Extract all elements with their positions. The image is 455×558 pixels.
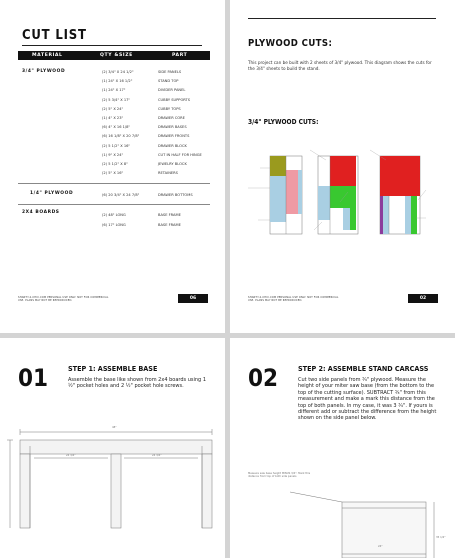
step1-page	[0, 338, 225, 558]
plywood-cuts-page	[230, 0, 455, 333]
row-qty: (6) 4" X 16 1/8"	[102, 125, 131, 130]
row-qty: (2) 5 1/2" X 16"	[102, 143, 131, 148]
row-part: DRAWER CORE	[158, 116, 185, 120]
sheet1-blue-panel	[270, 176, 286, 222]
row-part: DRAWER FRONTS	[158, 134, 190, 139]
step-body: Assemble the base like shown from 2x4 boards using 1 ½" pocket holes and 2 ½" pocket hole screws.	[68, 377, 206, 390]
footer-note: SHANTY-2-CHIC.COM PERSONAL USE ONLY. NOT FOR COMMERCIAL USE. PLANS MAY NOT BE REPRODUCED.	[248, 296, 339, 302]
row-qty: (1) 24" X 17"	[102, 88, 126, 93]
sheet2-blue-panel	[318, 186, 330, 220]
row-part: DRAWER BASES	[158, 125, 187, 130]
plywood-cut-diagram	[230, 130, 455, 260]
intro-text: This project can be built with 2 sheets of 3/4" plywood. This diagram shows the cuts for the 3/4" sheets to build the stand.	[248, 60, 432, 71]
col-part: PART	[172, 53, 188, 58]
top-rule	[248, 18, 436, 19]
row-qty: (2) 5" X 24"	[102, 106, 124, 111]
row-qty: (6) 20 3/4" X 24 7/8"	[102, 193, 140, 197]
footer-note: SHANTY-2-CHIC.COM PERSONAL USE ONLY. NOT FOR COMMERCIAL USE. PLANS MAY NOT BE REPRODUCED.	[18, 296, 109, 302]
sheet1-olive-panel	[270, 156, 286, 176]
row-part: BASE FRAME	[158, 223, 181, 227]
dimension-bottom: 24"	[378, 545, 383, 548]
step-number: 02	[248, 364, 279, 392]
sheet2-blue-strip	[343, 208, 350, 230]
page-number: 06	[178, 294, 208, 303]
sheet1-blue-strip	[298, 170, 302, 214]
sheet1-pink-panel	[286, 170, 298, 214]
row-qty: (2) 5 3/4" X 17"	[102, 97, 131, 102]
row-part: SIDE PANELS	[158, 70, 182, 74]
sheet2-green-strip	[350, 208, 356, 230]
sheet2-green-panel	[330, 186, 356, 208]
page-title: CUT LIST	[22, 28, 87, 43]
step2-page	[230, 338, 455, 558]
row-part: STAND TOP	[158, 79, 179, 84]
section-boards: 2X4 BOARDS	[22, 210, 60, 215]
col-qty-size: QTY &SIZE	[100, 53, 133, 58]
side-panel-diagram	[230, 478, 455, 558]
row-qty: (2) 48" LONG	[102, 213, 126, 217]
sheet3-blue-strip	[405, 196, 411, 234]
sheet3-blue-panel	[383, 196, 389, 234]
dimension-left: 24 3/4"	[66, 454, 76, 457]
divider	[18, 183, 210, 184]
base-frame-diagram	[0, 418, 225, 558]
diagram-note: Measure saw base height MINUS 3/4". Mark this distance from top of both side panels	[248, 472, 311, 479]
divider	[18, 204, 210, 205]
row-part: JEWELRY BLOCK	[158, 162, 187, 166]
page-title: PLYWOOD CUTS:	[248, 38, 333, 49]
row-part: CUBBY TOPS	[158, 106, 181, 111]
step-title: STEP 1: ASSEMBLE BASE	[68, 364, 158, 373]
row-part: DRAWER BOTTOMS	[158, 193, 193, 197]
row-qty: (6) 17" LONG	[102, 223, 126, 227]
row-part: DIVIDER PANEL	[158, 88, 186, 93]
row-qty: (2) 3/4" X 24 1/2"	[102, 70, 134, 74]
page-number: 02	[408, 294, 438, 303]
section-plywood: 3/4" PLYWOOD	[22, 69, 66, 74]
row-qty: (6) 16 1/8" X 20 7/8"	[102, 134, 140, 139]
dimension-side: 35 1/2"	[436, 536, 446, 539]
diagram-subtitle: 3/4" PLYWOOD CUTS:	[248, 118, 319, 126]
dimension-top: 48"	[112, 426, 117, 429]
sheet2-red-panel	[330, 156, 356, 186]
section-quarter-plywood: 1/4" PLYWOOD	[30, 191, 74, 196]
row-part: BASE FRAME	[158, 213, 181, 217]
step-body: Cut two side panels from ¾" plywood. Measure the height of your miter saw base (from the bottom to the top of the cutting surface). SUBTRACT ¾" from this measurement and make a mark this distance from the top of both panels. In my case, it was 3 ¾". If yours is different add or subtract the difference from the height shown on the side panel below.	[298, 377, 437, 422]
row-part: CUBBY SUPPORTS	[158, 97, 190, 102]
row-qty: (2) 5" X 16"	[102, 171, 124, 176]
row-qty: (1) 4" X 23"	[102, 116, 124, 120]
col-material: MATERIAL	[32, 53, 63, 58]
row-part: DRAWER BLOCK	[158, 143, 187, 148]
row-part: CUT IN HALF FOR HINGE	[158, 152, 202, 157]
row-part: RETAINERS	[158, 171, 178, 176]
cut-list-page	[0, 0, 225, 333]
sheet3-red-panel	[380, 156, 420, 196]
sheet3-purple-panel	[380, 196, 383, 234]
sheet3-green-panel	[411, 196, 417, 234]
step-number: 01	[18, 364, 49, 392]
step-title: STEP 2: ASSEMBLE STAND CARCASS	[298, 364, 429, 373]
title-rule	[22, 45, 202, 46]
row-qty: (1) 9" X 24"	[102, 152, 124, 157]
row-qty: (1) 24" X 16 1/2"	[102, 79, 133, 84]
row-qty: (2) 5 1/2" X 8"	[102, 162, 128, 166]
dimension-right: 24 3/4"	[152, 454, 162, 457]
